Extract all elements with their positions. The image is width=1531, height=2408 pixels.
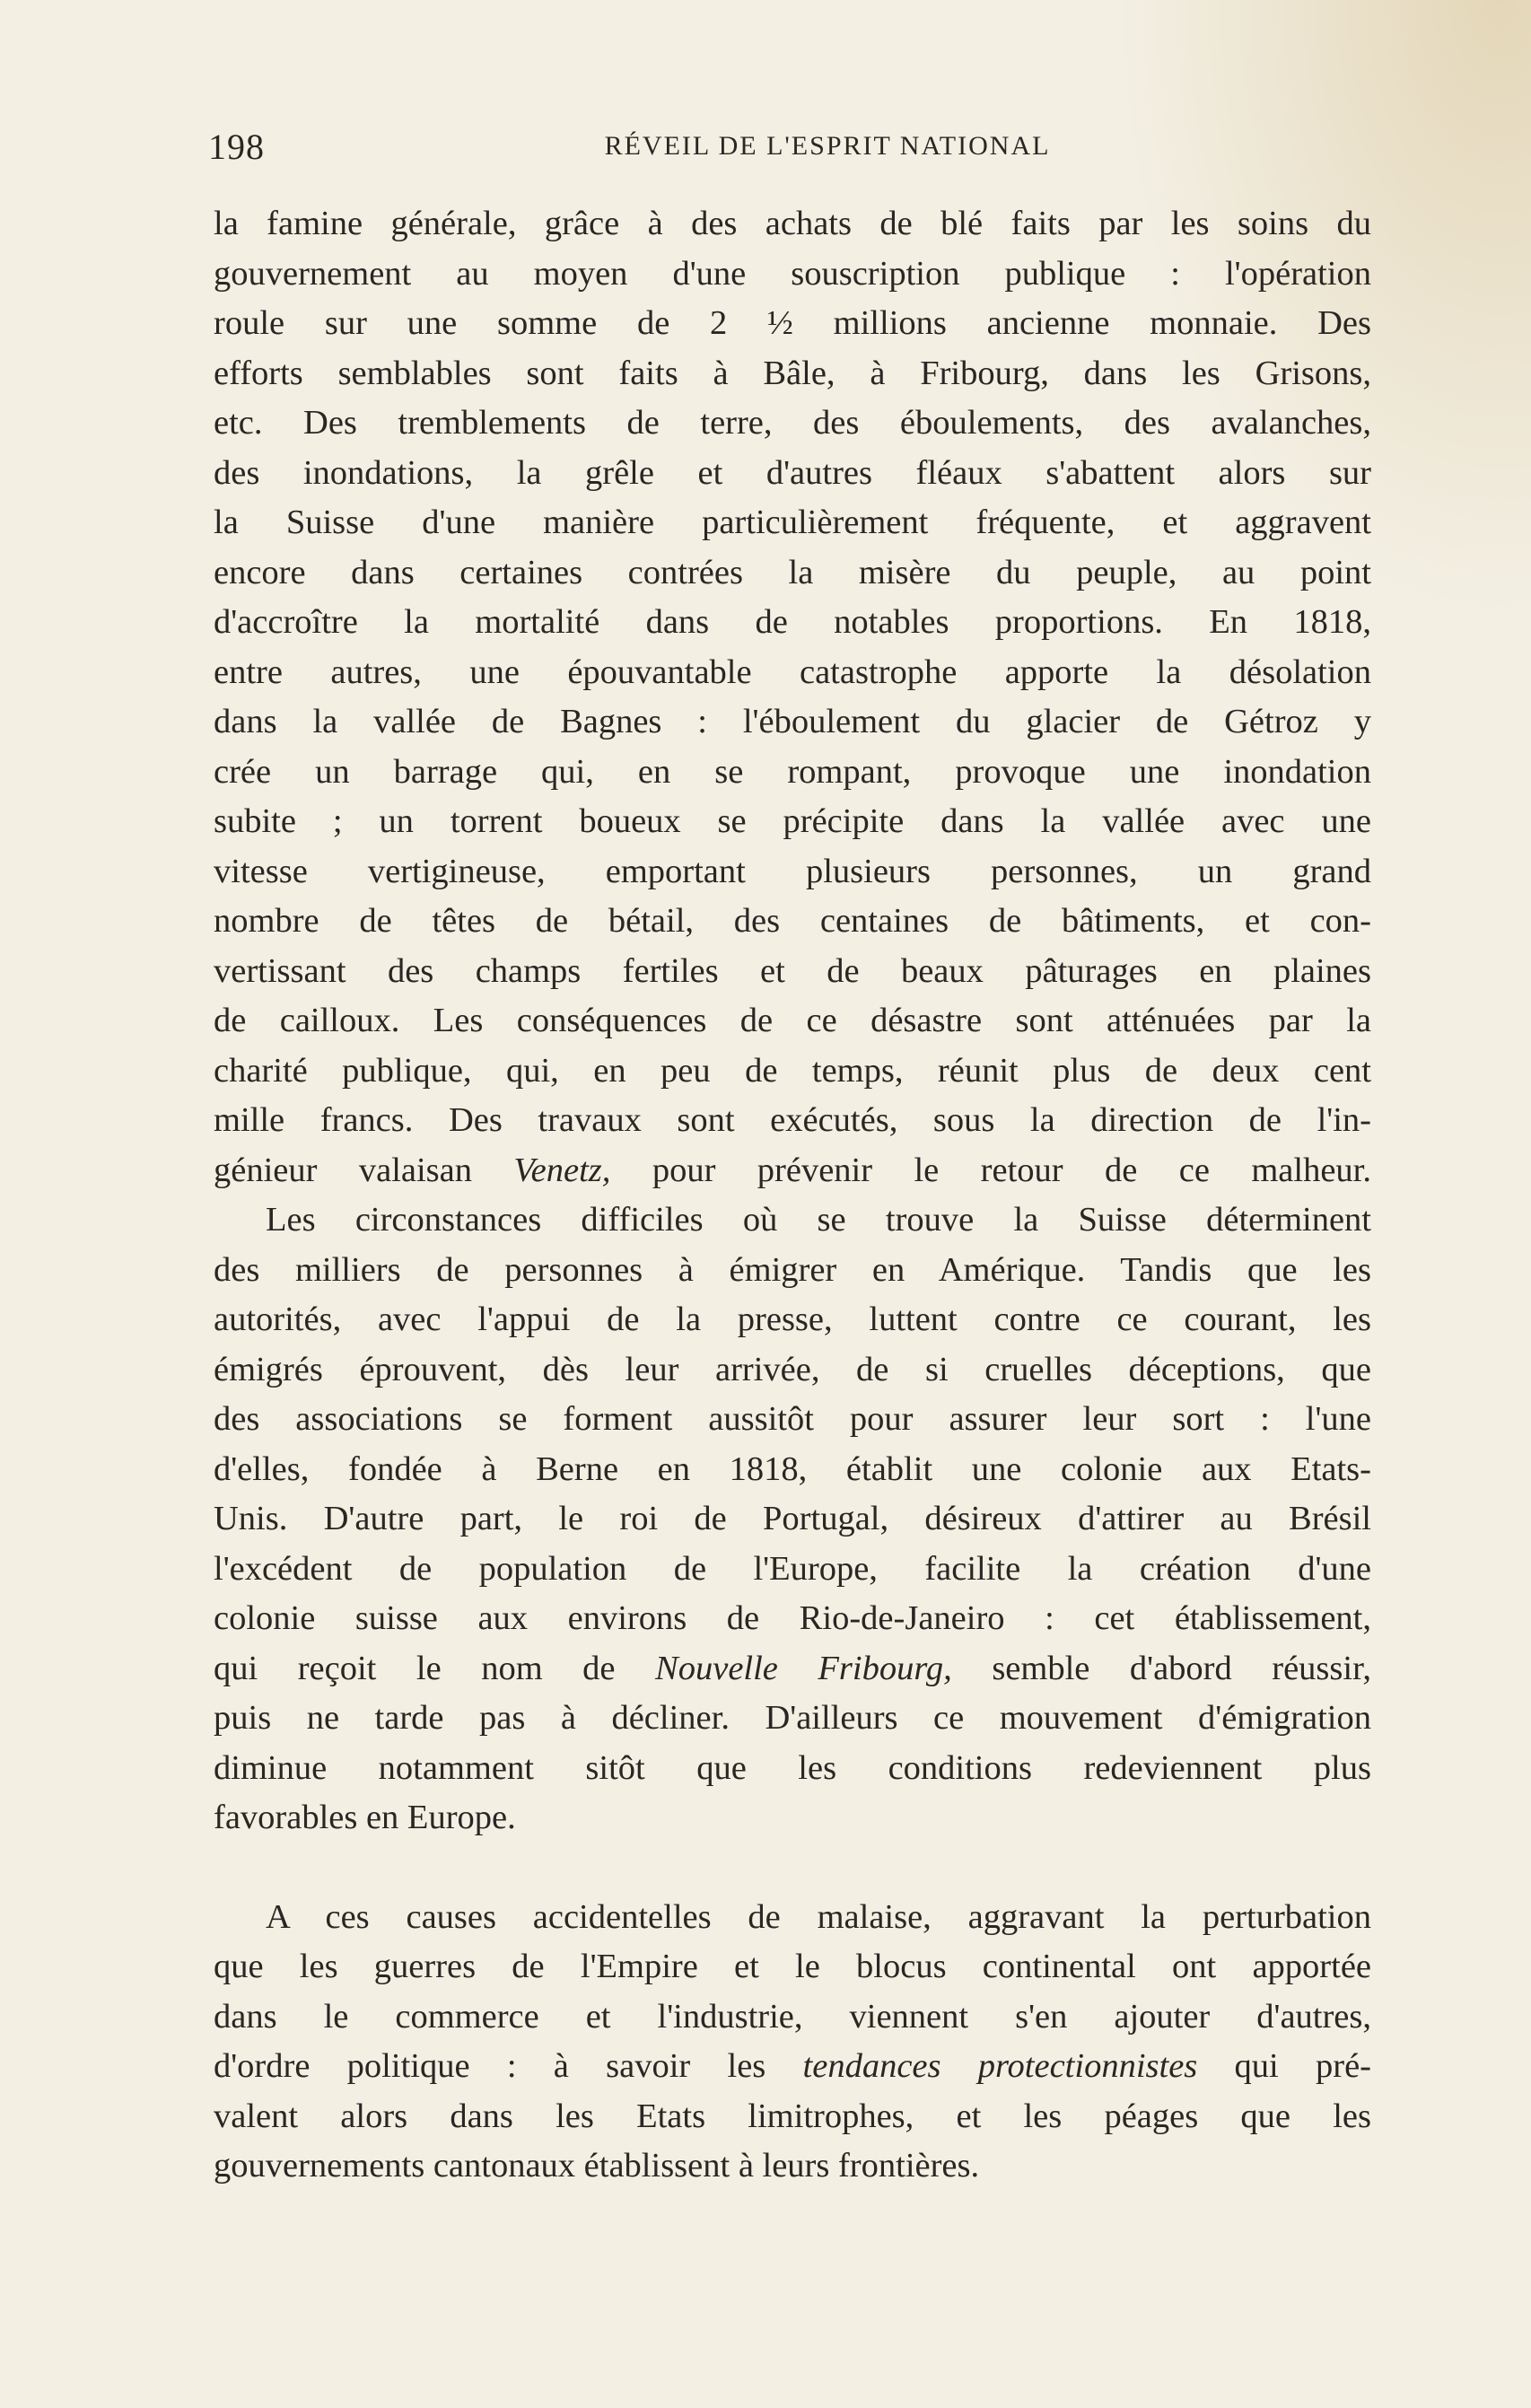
text-line: de cailloux. Les conséquences de ce désastre sont atténuées par la bbox=[214, 1002, 1371, 1039]
text-line: roule sur une somme de 2 ½ millions ancienne monnaie. Des bbox=[214, 304, 1371, 342]
paragraph-end: gouvernements cantonaux établissent à leurs frontières. bbox=[214, 2147, 980, 2185]
text-line: charité publique, qui, en peu de temps, réunit plus de deux cent bbox=[214, 1051, 1371, 1090]
text-line: vitesse vertigineuse, emportant plusieurs personnes, un grand bbox=[214, 852, 1371, 890]
text-line: vertissant des champs fertiles et de beaux pâturages en plaines bbox=[214, 951, 1371, 990]
text-line: nombre de têtes de bétail, des centaines de bâtiments, et con- bbox=[214, 902, 1371, 940]
paragraph-gap bbox=[214, 1843, 1371, 1893]
text-line: la Suisse d'une manière particulièrement fréquente, et aggravent bbox=[214, 503, 1371, 541]
text-line: diminue notamment sitôt que les conditions redeviennent plus bbox=[214, 1748, 1371, 1787]
paragraph-end: favorables en Europe. bbox=[214, 1799, 516, 1836]
text-line: crée un barrage qui, en se rompant, provoque une inondation bbox=[214, 752, 1371, 791]
text-line: Unis. D'autre part, le roi de Portugal, désireux d'attirer au Brésil bbox=[214, 1500, 1371, 1537]
text-line: efforts semblables sont faits à Bâle, à Fribourg, dans les Grisons, bbox=[214, 354, 1371, 392]
running-title: RÉVEIL DE L'ESPRIT NATIONAL bbox=[604, 131, 1051, 161]
text-line: dans le commerce et l'industrie, viennent s'en ajouter d'autres, bbox=[214, 1997, 1371, 2036]
text-line: d'accroître la mortalité dans de notables proportions. En 1818, bbox=[214, 603, 1371, 641]
text-segment: génieur valaisan bbox=[214, 1151, 514, 1189]
text-line-tendances bbox=[214, 2042, 1371, 2092]
text-line: la famine générale, grâce à des achats de blé faits par les soins du bbox=[214, 205, 1371, 242]
text-line: dans la vallée de Bagnes : l'éboulement du glacier de Gétroz y bbox=[214, 703, 1371, 740]
text-line: l'excédent de population de l'Europe, facilite la création d'une bbox=[214, 1549, 1371, 1588]
text-line-venetz bbox=[214, 1146, 1371, 1196]
paragraph-start: A ces causes accidentelles de malaise, aggravant la perturbation bbox=[266, 1897, 1371, 1936]
text-segment: d'ordre politique : à savoir les bbox=[214, 2047, 803, 2085]
body-text bbox=[214, 199, 1371, 2192]
text-line: entre autres, une épouvantable catastrophe apporte la désolation bbox=[214, 652, 1371, 691]
page-header bbox=[208, 126, 1375, 180]
text-line: gouvernement au moyen d'une souscription publique : l'opération bbox=[214, 254, 1371, 293]
emphasis-tendances: tendances protectionnistes bbox=[802, 2047, 1198, 2085]
text-line: subite ; un torrent boueux se précipite dans la vallée avec une bbox=[214, 802, 1371, 840]
place-name-nouvelle-fribourg: Nouvelle Fribourg, bbox=[655, 1649, 952, 1687]
paragraph-start: Les circonstances difficiles où se trouve la Suisse déterminent bbox=[266, 1201, 1371, 1239]
text-line-fribourg bbox=[214, 1644, 1371, 1694]
person-name-venetz: Venetz, bbox=[513, 1151, 611, 1189]
text-segment: semble d'abord réussir, bbox=[951, 1649, 1372, 1687]
text-segment: qui reçoit le nom de bbox=[214, 1649, 656, 1687]
text-line: encore dans certaines contrées la misère du peuple, au point bbox=[214, 553, 1371, 591]
text-line: émigrés éprouvent, dès leur arrivée, de si cruelles déceptions, que bbox=[214, 1350, 1371, 1388]
text-segment: qui pré- bbox=[1197, 2047, 1371, 2085]
text-line: des milliers de personnes à émigrer en Amérique. Tandis que les bbox=[214, 1250, 1371, 1289]
text-line: des associations se forment aussitôt pour assurer leur sort : l'une bbox=[214, 1400, 1371, 1438]
text-line: valent alors dans les Etats limitrophes, et les péages que les bbox=[214, 2097, 1371, 2135]
text-line: que les guerres de l'Empire et le blocus continental ont apportée bbox=[214, 1948, 1371, 1985]
text-line: puis ne tarde pas à décliner. D'ailleurs ce mouvement d'émigration bbox=[214, 1699, 1371, 1737]
text-line: des inondations, la grêle et d'autres fléaux s'abattent alors sur bbox=[214, 453, 1371, 492]
text-line: etc. Des tremblements de terre, des éboulements, des avalanches, bbox=[214, 404, 1371, 442]
text-segment: pour prévenir le retour de ce malheur. bbox=[610, 1151, 1371, 1189]
page-number: 198 bbox=[208, 127, 265, 167]
text-line: mille francs. Des travaux sont exécutés, sous la direction de l'in- bbox=[214, 1101, 1371, 1139]
text-line: autorités, avec l'appui de la presse, luttent contre ce courant, les bbox=[214, 1300, 1371, 1338]
text-line: d'elles, fondée à Berne en 1818, établit une colonie aux Etats- bbox=[214, 1449, 1371, 1488]
text-line: colonie suisse aux environs de Rio-de-Janeiro : cet établissement, bbox=[214, 1599, 1371, 1637]
